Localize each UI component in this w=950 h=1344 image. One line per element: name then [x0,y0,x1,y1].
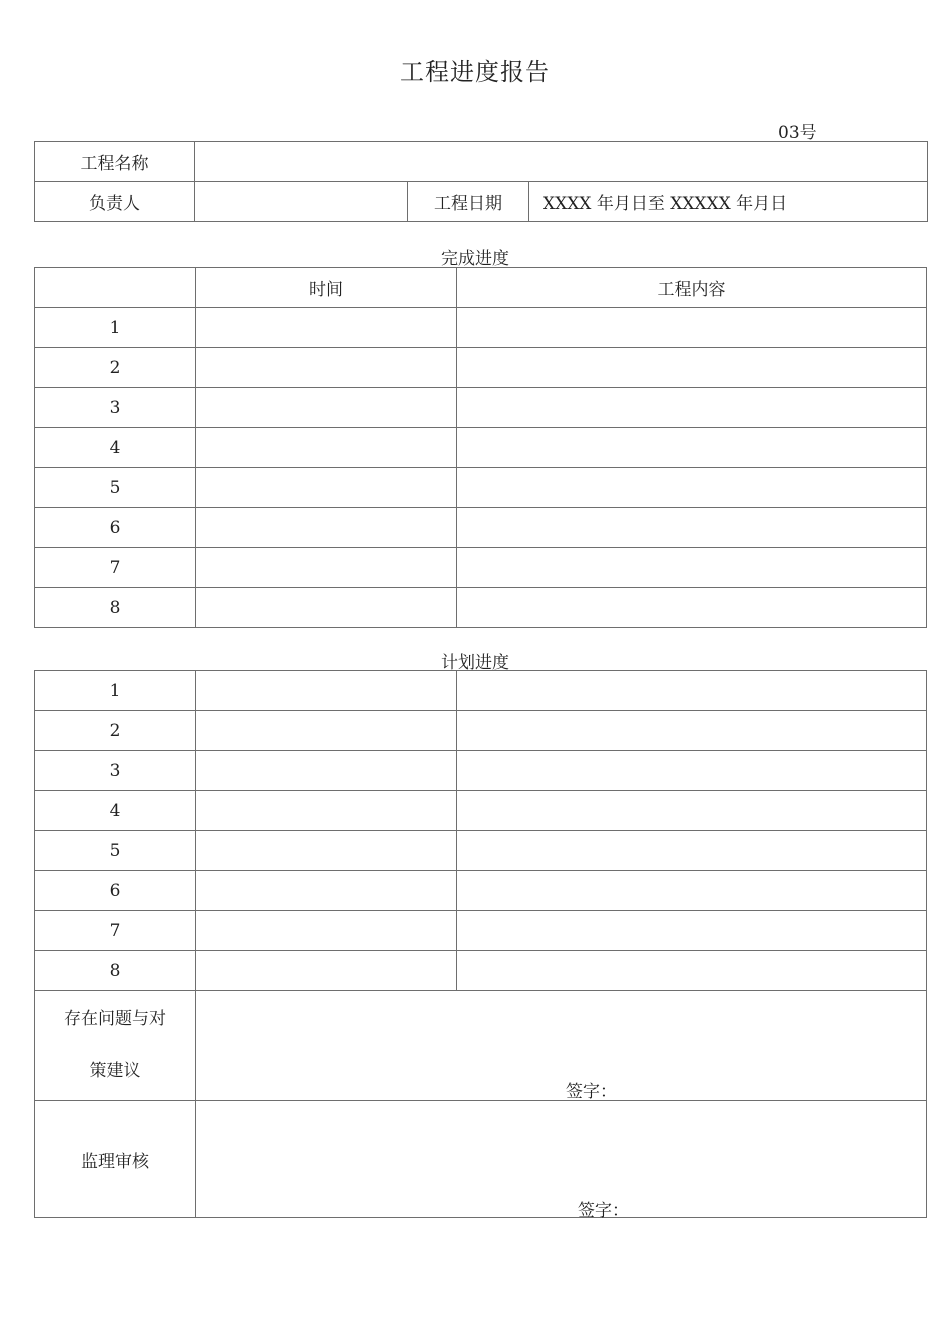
issues-signature-label: 签字： [566,1082,617,1102]
manager-field[interactable] [195,182,408,222]
row-number: 4 [35,791,196,831]
content-cell[interactable] [457,711,927,751]
content-cell[interactable] [457,548,927,588]
issues-label-line2: 策建议 [89,1061,141,1081]
time-cell[interactable] [196,711,457,751]
planned-section-title: 计划进度 [441,653,509,673]
row-number: 2 [35,348,196,388]
header-time: 时间 [196,268,457,308]
issues-label [35,991,196,1101]
row-number: 4 [35,428,196,468]
supervision-row [35,1101,927,1218]
content-cell[interactable] [457,428,927,468]
table-row [35,951,927,991]
content-cell[interactable] [457,348,927,388]
project-date-value[interactable]: XXXX 年月日至 XXXXX 年月日 [529,182,928,222]
time-cell[interactable] [196,831,457,871]
row-number: 3 [35,751,196,791]
table-row [35,428,927,468]
table-header-row [35,268,927,308]
table-row [35,468,927,508]
issues-field[interactable] [196,991,927,1101]
supervision-field[interactable] [196,1101,927,1221]
table-row [35,911,927,951]
row-number: 6 [35,871,196,911]
row-number: 1 [35,308,196,348]
row-number: 3 [35,388,196,428]
time-cell[interactable] [196,508,457,548]
table-row [35,508,927,548]
time-cell[interactable] [196,791,457,831]
manager-label: 负责人 [35,182,195,222]
table-row [35,671,927,711]
supervision-signature-label: 签字： [578,1201,629,1221]
content-cell[interactable] [457,791,927,831]
header-content: 工程内容 [457,268,927,308]
table-row [35,711,927,751]
table-row [35,871,927,911]
time-cell[interactable] [196,951,457,991]
planned-progress-table [34,670,927,1221]
content-cell[interactable] [457,911,927,951]
header-index [35,268,196,308]
row-number: 7 [35,911,196,951]
time-cell[interactable] [196,468,457,508]
row-number: 5 [35,831,196,871]
row-number: 5 [35,468,196,508]
time-cell[interactable] [196,671,457,711]
project-info-table [34,141,928,222]
table-row [35,751,927,791]
project-name-field[interactable] [195,142,928,182]
project-date-label: 工程日期 [408,182,529,222]
time-cell[interactable] [196,348,457,388]
time-cell[interactable] [196,588,457,628]
issues-label-line1: 存在问题与对 [64,1009,166,1029]
content-cell[interactable] [457,388,927,428]
time-cell[interactable] [196,388,457,428]
time-cell[interactable] [196,871,457,911]
time-cell[interactable] [196,308,457,348]
table-row [35,588,927,628]
time-cell[interactable] [196,428,457,468]
content-cell[interactable] [457,508,927,548]
row-number: 8 [35,588,196,628]
row-number: 1 [35,671,196,711]
document-number: 03号 [778,123,817,143]
time-cell[interactable] [196,911,457,951]
completed-progress-table [34,267,927,628]
content-cell[interactable] [457,871,927,911]
table-row [35,831,927,871]
time-cell[interactable] [196,751,457,791]
content-cell[interactable] [457,951,927,991]
completed-section-title: 完成进度 [441,249,509,269]
supervision-label: 监理审核 [35,1101,196,1218]
content-cell[interactable] [457,751,927,791]
content-cell[interactable] [457,671,927,711]
content-cell[interactable] [457,588,927,628]
content-cell[interactable] [457,468,927,508]
row-number: 8 [35,951,196,991]
table-row [35,791,927,831]
table-row [35,348,927,388]
table-row [35,388,927,428]
content-cell[interactable] [457,831,927,871]
table-row [35,548,927,588]
row-number: 6 [35,508,196,548]
content-cell[interactable] [457,308,927,348]
row-number: 2 [35,711,196,751]
project-name-label: 工程名称 [35,142,195,182]
table-row [35,308,927,348]
issues-row [35,991,927,1101]
document-title: 工程进度报告 [400,58,550,86]
time-cell[interactable] [196,548,457,588]
row-number: 7 [35,548,196,588]
